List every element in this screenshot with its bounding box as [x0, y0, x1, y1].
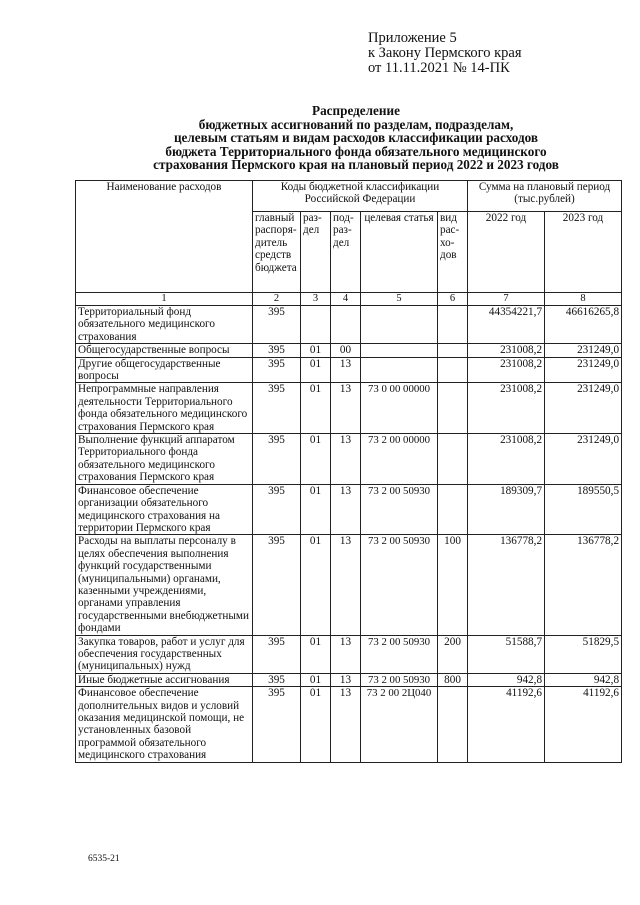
row-name: Выполнение функций аппаратом Территориального фонда обязательного медицинского страхования Пермского края — [76, 434, 253, 485]
column-number: 6 — [438, 293, 468, 306]
cell-year-2022: 231008,2 — [468, 383, 545, 434]
cell-razdel: 01 — [301, 434, 331, 485]
title-line: страхования Пермского края на плановый период 2022 и 2023 годов — [153, 157, 559, 172]
cell-podrazdel: 00 — [331, 344, 361, 357]
cell-podrazdel: 13 — [331, 383, 361, 434]
table-row — [76, 306, 622, 344]
table-row — [76, 357, 622, 383]
cell-glava: 395 — [253, 484, 301, 535]
cell-razdel: 01 — [301, 484, 331, 535]
table-row — [76, 673, 622, 686]
cell-vid: 200 — [438, 635, 468, 673]
header-podrazdel: под-раз-дел — [331, 212, 361, 293]
cell-year-2023: 189550,5 — [545, 484, 622, 535]
cell-glava: 395 — [253, 434, 301, 485]
column-number: 4 — [331, 293, 361, 306]
header-statya: целевая статья — [361, 212, 438, 293]
column-number: 8 — [545, 293, 622, 306]
cell-vid: 800 — [438, 673, 468, 686]
cell-vid — [438, 383, 468, 434]
cell-glava: 395 — [253, 635, 301, 673]
header-vid: вид рас-хо-дов — [438, 212, 468, 293]
cell-vid: 100 — [438, 535, 468, 635]
cell-podrazdel: 13 — [331, 635, 361, 673]
cell-year-2022: 231008,2 — [468, 344, 545, 357]
cell-year-2023: 136778,2 — [545, 535, 622, 635]
cell-razdel — [301, 306, 331, 344]
header-name: Наименование расходов — [76, 181, 253, 293]
cell-razdel: 01 — [301, 535, 331, 635]
cell-glava: 395 — [253, 383, 301, 434]
cell-glava: 395 — [253, 687, 301, 762]
row-name: Закупка товаров, работ и услуг для обеспечения государственных (муниципальных) нужд — [76, 635, 253, 673]
cell-year-2022: 51588,7 — [468, 635, 545, 673]
cell-year-2022: 41192,6 — [468, 687, 545, 762]
cell-statya: 73 0 00 00000 — [361, 383, 438, 434]
title-line: бюджета Территориального фонда обязательного медицинского — [165, 143, 547, 159]
cell-statya: 73 2 00 50930 — [361, 673, 438, 686]
cell-podrazdel: 13 — [331, 484, 361, 535]
cell-year-2023: 231249,0 — [545, 383, 622, 434]
column-number: 5 — [361, 293, 438, 306]
column-number: 3 — [301, 293, 331, 306]
cell-statya — [361, 306, 438, 344]
cell-vid — [438, 434, 468, 485]
cell-vid — [438, 687, 468, 762]
row-name: Территориальный фонд обязательного медицинского страхования — [76, 306, 253, 344]
cell-year-2022: 189309,7 — [468, 484, 545, 535]
row-name: Финансовое обеспечение организации обязательного медицинского страхования на территории Пермского края — [76, 484, 253, 535]
cell-year-2022: 136778,2 — [468, 535, 545, 635]
budget-table — [75, 180, 622, 763]
cell-podrazdel — [331, 306, 361, 344]
title-line: целевым статьям и видам расходов классификации расходов — [173, 130, 539, 145]
cell-podrazdel: 13 — [331, 357, 361, 383]
cell-statya — [361, 357, 438, 383]
cell-razdel: 01 — [301, 383, 331, 434]
cell-razdel: 01 — [301, 357, 331, 383]
cell-razdel: 01 — [301, 687, 331, 762]
cell-vid — [438, 357, 468, 383]
cell-year-2023: 231249,0 — [545, 434, 622, 485]
cell-year-2023: 942,8 — [545, 673, 622, 686]
cell-year-2023: 231249,0 — [545, 344, 622, 357]
cell-glava: 395 — [253, 673, 301, 686]
row-name: Другие общегосударственные вопросы — [76, 357, 253, 383]
cell-glava: 395 — [253, 306, 301, 344]
cell-podrazdel: 13 — [331, 687, 361, 762]
header-codes: Коды бюджетной классификации Российской Федерации — [253, 181, 468, 212]
header-glava: главный распоря-дитель средств бюджета — [253, 212, 301, 293]
cell-year-2023: 51829,5 — [545, 635, 622, 673]
column-number: 1 — [76, 293, 253, 306]
table-row — [76, 434, 622, 485]
appendix-date: от 11.11.2021 № 14-ПК — [368, 60, 510, 76]
cell-year-2023: 41192,6 — [545, 687, 622, 762]
document-title — [96, 104, 616, 172]
cell-year-2022: 231008,2 — [468, 434, 545, 485]
cell-year-2022: 942,8 — [468, 673, 545, 686]
cell-razdel: 01 — [301, 673, 331, 686]
cell-glava: 395 — [253, 357, 301, 383]
cell-vid — [438, 484, 468, 535]
cell-year-2023: 46616265,8 — [545, 306, 622, 344]
appendix-header — [368, 31, 608, 76]
table-row — [76, 535, 622, 635]
table-row — [76, 484, 622, 535]
footer-code: 6535-21 — [88, 854, 120, 864]
cell-statya: 73 2 00 2Ц040 — [361, 687, 438, 762]
cell-podrazdel: 13 — [331, 673, 361, 686]
header-year-2022: 2022 год — [468, 212, 545, 293]
cell-year-2022: 231008,2 — [468, 357, 545, 383]
row-name: Непрограммные направления деятельности Территориального фонда обязательного медицинского страхования Пермского края — [76, 383, 253, 434]
appendix-law: к Закону Пермского края — [368, 45, 522, 61]
title-line: Распределение — [312, 103, 400, 118]
column-number: 7 — [468, 293, 545, 306]
table-row — [76, 344, 622, 357]
cell-statya: 73 2 00 50930 — [361, 635, 438, 673]
cell-podrazdel: 13 — [331, 434, 361, 485]
cell-vid — [438, 344, 468, 357]
title-line: бюджетных ассигнований по разделам, подразделам, — [198, 116, 514, 132]
cell-glava: 395 — [253, 535, 301, 635]
table-row — [76, 687, 622, 762]
appendix-number: Приложение 5 — [368, 30, 457, 46]
row-name: Расходы на выплаты персоналу в целях обеспечения выполнения функций государственными (муниципальными) органами, казенными учреждениями, органами управления государственными внебюджетными фондами — [76, 535, 253, 635]
cell-statya: 73 2 00 00000 — [361, 434, 438, 485]
cell-statya: 73 2 00 50930 — [361, 535, 438, 635]
table-row — [76, 635, 622, 673]
table-body — [76, 306, 622, 763]
column-number: 2 — [253, 293, 301, 306]
cell-year-2023: 231249,0 — [545, 357, 622, 383]
header-razdel: раз-дел — [301, 212, 331, 293]
cell-year-2022: 44354221,7 — [468, 306, 545, 344]
row-name: Иные бюджетные ассигнования — [76, 673, 253, 686]
cell-statya — [361, 344, 438, 357]
cell-razdel: 01 — [301, 635, 331, 673]
cell-statya: 73 2 00 50930 — [361, 484, 438, 535]
table-row — [76, 383, 622, 434]
row-name: Общегосударственные вопросы — [76, 344, 253, 357]
cell-vid — [438, 306, 468, 344]
cell-glava: 395 — [253, 344, 301, 357]
row-name: Финансовое обеспечение дополнительных видов и условий оказания медицинской помощи, не установленных базовой программой обязательного медицинского страхования — [76, 687, 253, 762]
cell-podrazdel: 13 — [331, 535, 361, 635]
cell-razdel: 01 — [301, 344, 331, 357]
header-year-2023: 2023 год — [545, 212, 622, 293]
header-sum: Сумма на плановый период (тыс.рублей) — [468, 181, 622, 212]
